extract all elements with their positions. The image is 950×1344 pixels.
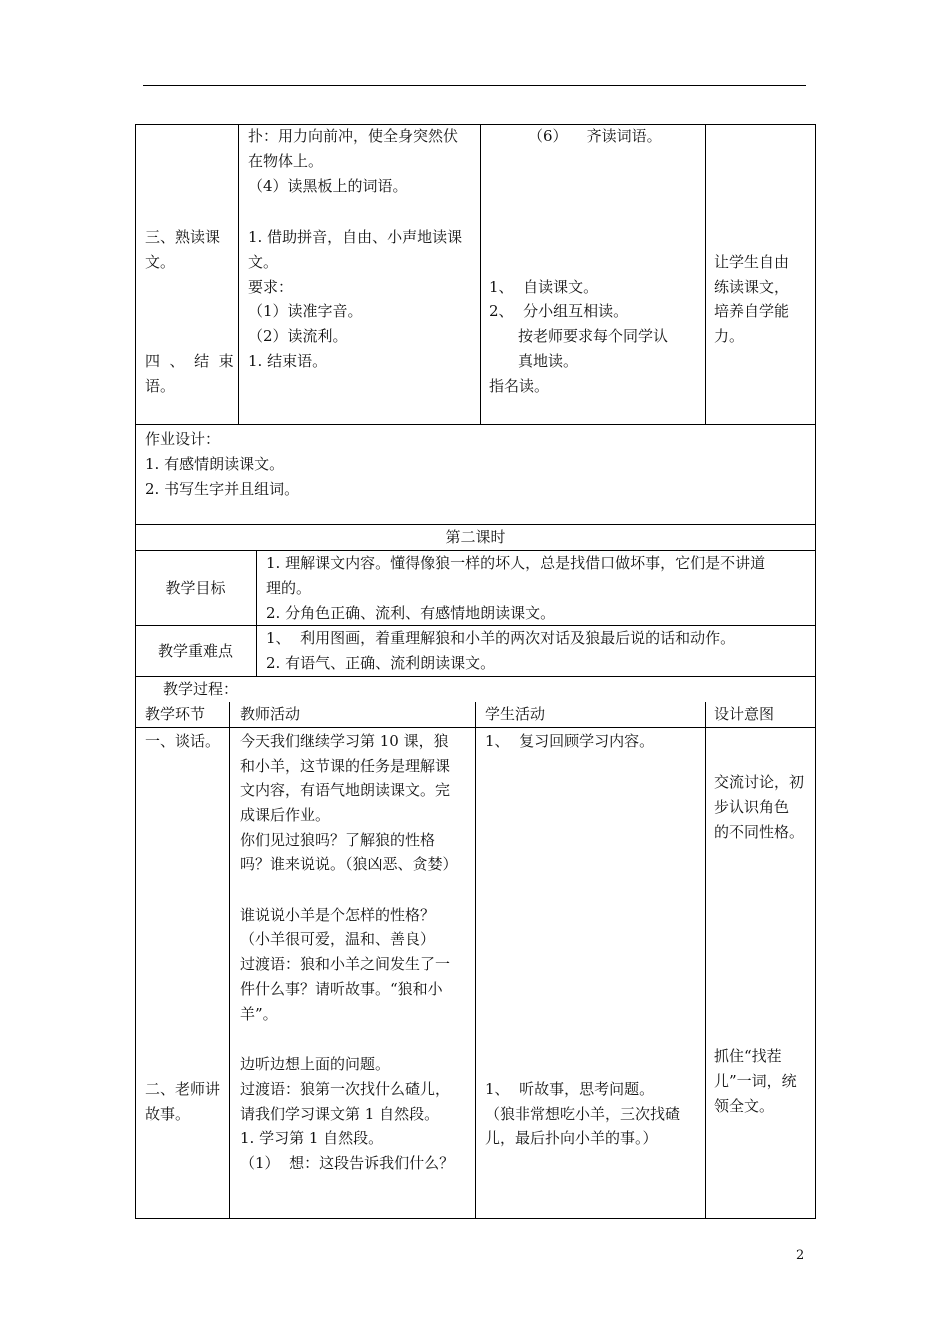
col-divider xyxy=(480,124,481,425)
section-label: 文。 xyxy=(145,253,176,271)
column-header: 教师活动 xyxy=(240,705,301,723)
design-intent: 让学生自由 xyxy=(714,253,790,271)
student-text: （6） 齐读词语。 xyxy=(528,127,662,145)
second-lesson-title: 第二课时 xyxy=(445,528,506,546)
teacher-text: 吗？谁来说说。（狼凶恶、贪婪） xyxy=(240,855,458,873)
key-points-text: 2. 有语气、正确、流利朗读课文。 xyxy=(266,654,496,672)
student-text: 真地读。 xyxy=(518,352,579,370)
design-intent: 练读课文， xyxy=(714,278,790,296)
col-divider xyxy=(229,702,230,1219)
teacher-text: 今天我们继续学习第 10 课，狼 xyxy=(240,732,449,750)
teacher-text: （2）读流利。 xyxy=(248,327,348,345)
key-points-text: 1、 利用图画，着重理解狼和小羊的两次对话及狼最后说的话和动作。 xyxy=(266,629,736,647)
student-text: 儿，最后扑向小羊的事。） xyxy=(485,1129,658,1147)
homework-title: 作业设计： xyxy=(145,430,221,448)
section-label: 四 、 结 束 xyxy=(145,352,234,370)
col-divider xyxy=(475,702,476,1219)
student-text: （狼非常想吃小羊，三次找碴 xyxy=(485,1105,681,1123)
design-intent: 领全文。 xyxy=(714,1097,775,1115)
student-text: 2、 分小组互相读。 xyxy=(489,302,629,320)
design-intent: 力。 xyxy=(714,327,745,345)
key-points-label: 教学重难点 xyxy=(157,642,233,660)
teacher-text: 1. 学习第 1 自然段。 xyxy=(240,1129,384,1147)
step-label: 故事。 xyxy=(145,1105,191,1123)
design-intent: 抓住“找茬 xyxy=(714,1047,782,1065)
col-divider xyxy=(705,124,706,425)
process-label: 教学过程： xyxy=(163,680,239,698)
teacher-text: 文内容，有语气地朗读课文。完 xyxy=(240,781,451,799)
teacher-text: 件什么事？请听故事。“狼和小 xyxy=(240,980,443,998)
teacher-text: 在物体上。 xyxy=(248,152,324,170)
teacher-text: 边听边想上面的问题。 xyxy=(240,1055,391,1073)
teacher-text: 1. 结束语。 xyxy=(248,352,328,370)
teacher-text: 要求： xyxy=(248,278,294,296)
step-label: 一、谈话。 xyxy=(145,732,221,750)
teacher-text: 谁说说小羊是个怎样的性格？ xyxy=(240,906,436,924)
teacher-text: （1） 想：这段告诉我们什么？ xyxy=(240,1154,455,1172)
design-intent: 的不同性格。 xyxy=(714,823,805,841)
section-label: 语。 xyxy=(145,377,176,395)
goals-text: 1. 理解课文内容。懂得像狼一样的坏人，总是找借口做坏事，它们是不讲道 xyxy=(266,554,766,572)
column-header: 学生活动 xyxy=(485,705,546,723)
col-divider xyxy=(256,625,257,677)
design-intent: 儿”一词，统 xyxy=(714,1072,797,1090)
step-label: 二、老师讲 xyxy=(145,1080,221,1098)
design-intent: 步认识角色 xyxy=(714,798,790,816)
teacher-text: （1）读准字音。 xyxy=(248,302,363,320)
student-text: 1、 自读课文。 xyxy=(489,278,599,296)
section-label: 三、熟读课 xyxy=(145,228,221,246)
teacher-text: 1. 借助拼音，自由、小声地读课 xyxy=(248,228,463,246)
col-divider xyxy=(256,550,257,626)
design-intent: 培养自学能 xyxy=(714,302,790,320)
column-header: 教学环节 xyxy=(145,705,206,723)
teacher-text: 和小羊，这节课的任务是理解课 xyxy=(240,757,451,775)
teacher-text: （4）读黑板上的词语。 xyxy=(248,177,408,195)
teacher-text: 羊”。 xyxy=(240,1005,278,1023)
teacher-text: 过渡语：狼和小羊之间发生了一 xyxy=(240,955,451,973)
header-rule xyxy=(143,85,806,86)
goals-label: 教学目标 xyxy=(165,579,226,597)
homework-item: 1. 有感情朗读课文。 xyxy=(145,455,285,473)
col-divider xyxy=(238,124,239,425)
teacher-text: 请我们学习课文第 1 自然段。 xyxy=(240,1105,440,1123)
teacher-text: 过渡语：狼第一次找什么碴儿， xyxy=(240,1080,451,1098)
student-text: 按老师要求每个同学认 xyxy=(518,327,669,345)
design-intent: 交流讨论，初 xyxy=(714,773,805,791)
student-text: 1、 听故事，思考问题。 xyxy=(485,1080,655,1098)
teacher-text: 你们见过狼吗？了解狼的性格 xyxy=(240,831,436,849)
teacher-text: 扑：用力向前冲，使全身突然伏 xyxy=(248,127,459,145)
student-text: 指名读。 xyxy=(489,377,550,395)
column-header: 设计意图 xyxy=(714,705,775,723)
teacher-text: 文。 xyxy=(248,253,279,271)
teacher-text: （小羊很可爱，温和、善良） xyxy=(240,930,436,948)
col-divider xyxy=(705,702,706,1219)
teacher-text: 成课后作业。 xyxy=(240,806,331,824)
page-number: 2 xyxy=(796,1248,805,1263)
goals-text: 理的。 xyxy=(266,579,312,597)
student-text: 1、 复习回顾学习内容。 xyxy=(485,732,655,750)
homework-item: 2. 书写生字并且组词。 xyxy=(145,480,300,498)
goals-text: 2. 分角色正确、流利、有感情地朗读课文。 xyxy=(266,604,556,622)
